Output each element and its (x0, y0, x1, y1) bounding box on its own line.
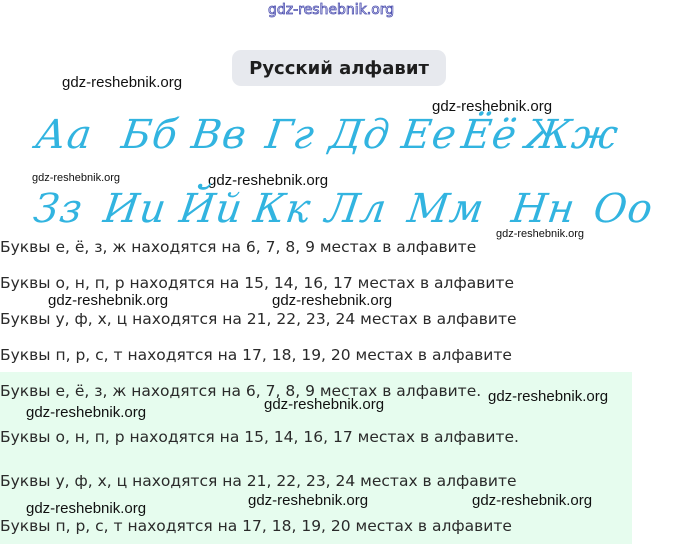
answer-line: Буквы п, р, с, т находятся на 17, 18, 19, 20 местах в алфавите (0, 517, 512, 535)
alphabet-letter: Дд (326, 112, 394, 158)
watermark: gdz-reshebnik.org (472, 492, 593, 509)
answer-line: Буквы е, ё, з, ж находятся на 6, 7, 8, 9 местах в алфавите. (0, 382, 482, 400)
alphabet-letter: Лл (322, 186, 391, 232)
watermark: gdz-reshebnik.org (496, 228, 585, 240)
watermark: gdz-reshebnik.org (62, 74, 183, 91)
alphabet-letter: Йй (176, 186, 246, 232)
watermark: gdz-reshebnik.org (26, 404, 147, 421)
exercise-line: Буквы у, ф, х, ц находятся на 21, 22, 23, 24 местах в алфавите (0, 310, 517, 328)
page-title: Русский алфавит (232, 50, 446, 86)
alphabet-letter: Кк (250, 186, 315, 232)
watermark: gdz-reshebnik.org (248, 492, 369, 509)
alphabet-letter: Ее (398, 112, 461, 158)
alphabet-letter: Вв (188, 112, 250, 158)
watermark: gdz-reshebnik.org (32, 172, 121, 184)
top-watermark: gdz-reshebnik.org (268, 2, 395, 18)
watermark: gdz-reshebnik.org (48, 292, 169, 309)
alphabet-letter: Ёё (458, 112, 521, 158)
watermark: gdz-reshebnik.org (264, 396, 385, 413)
alphabet-letter: Мм (404, 186, 488, 232)
alphabet-letter: Ии (100, 186, 170, 232)
watermark: gdz-reshebnik.org (208, 172, 329, 189)
exercise-line: Буквы е, ё, з, ж находятся на 6, 7, 8, 9 местах в алфавите (0, 238, 477, 256)
alphabet-letter: Жж (522, 112, 622, 158)
alphabet-letter: Гг (262, 112, 318, 158)
watermark: gdz-reshebnik.org (26, 500, 147, 517)
alphabet-letter: Зз (30, 186, 86, 232)
exercise-line: Буквы о, н, п, р находятся на 15, 14, 16, 17 местах в алфавите (0, 274, 514, 292)
alphabet-letter: Аа (32, 112, 96, 158)
answer-line: Буквы у, ф, х, ц находятся на 21, 22, 23, 24 местах в алфавите (0, 472, 517, 490)
answer-line: Буквы о, н, п, р находятся на 15, 14, 16, 17 местах в алфавите. (0, 428, 519, 446)
alphabet-letter: Оо (590, 186, 657, 232)
watermark: gdz-reshebnik.org (432, 98, 553, 115)
exercise-line: Буквы п, р, с, т находятся на 17, 18, 19, 20 местах в алфавите (0, 346, 512, 364)
alphabet-letter: Бб (118, 112, 182, 158)
alphabet-letter: Нн (508, 186, 579, 232)
watermark: gdz-reshebnik.org (272, 292, 393, 309)
alphabet-row-1 (0, 112, 680, 172)
watermark: gdz-reshebnik.org (488, 388, 609, 405)
